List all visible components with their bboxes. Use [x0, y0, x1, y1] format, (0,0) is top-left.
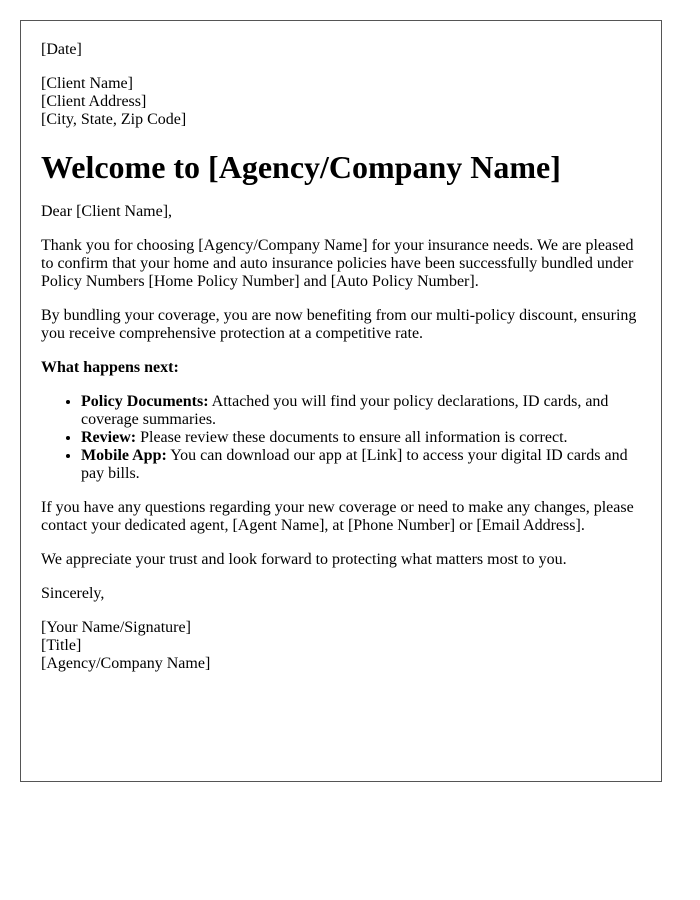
item-label: Policy Documents: [81, 393, 209, 410]
paragraph-confirmation: Thank you for choosing [Agency/Company Name] for your insurance needs. We are pleased to confirm that your home and auto insurance policies have been successfully bundled under Policy Numbers [Home Policy Number] and [Auto Policy Number]. [41, 237, 634, 290]
item-text: Please review these documents to ensure all information is correct. [136, 429, 568, 446]
item-label: Review: [81, 429, 137, 446]
client-address: [Client Address] [41, 93, 147, 110]
signature-company: [Agency/Company Name] [41, 655, 211, 672]
list-item [81, 447, 641, 483]
paragraph-thanks: We appreciate your trust and look forward to protecting what matters most to you. [41, 551, 567, 568]
closing: Sincerely, [41, 585, 105, 602]
signature-name: [Your Name/Signature] [41, 619, 191, 636]
date: [Date] [41, 41, 82, 58]
next-heading-text: What happens next: [41, 359, 179, 376]
letter [20, 20, 662, 782]
next-heading [41, 359, 641, 377]
item-label: Mobile App: [81, 447, 167, 464]
list-item [81, 429, 641, 447]
paragraph-discount: By bundling your coverage, you are now benefiting from our multi-policy discount, ensuring you receive comprehensive protection at a competitive rate. [41, 307, 637, 342]
paragraph-contact: If you have any questions regarding your new coverage or need to make any changes, please contact your dedicated agent, [Agent Name], at [Phone Number] or [Email Address]. [41, 499, 634, 534]
item-text: You can download our app at [Link] to access your digital ID cards and pay bills. [81, 447, 628, 482]
client-city: [City, State, Zip Code] [41, 111, 187, 128]
item-text: Attached you will find your policy declarations, ID cards, and coverage summaries. [81, 393, 609, 428]
client-name: [Client Name] [41, 75, 133, 92]
letter-title: Welcome to [Agency/Company Name] [41, 149, 561, 185]
signature-title: [Title] [41, 637, 82, 654]
list-item [81, 393, 641, 429]
next-steps-list [41, 393, 641, 483]
client-block [41, 75, 641, 129]
signature-block [41, 619, 641, 673]
salutation: Dear [Client Name], [41, 203, 173, 220]
